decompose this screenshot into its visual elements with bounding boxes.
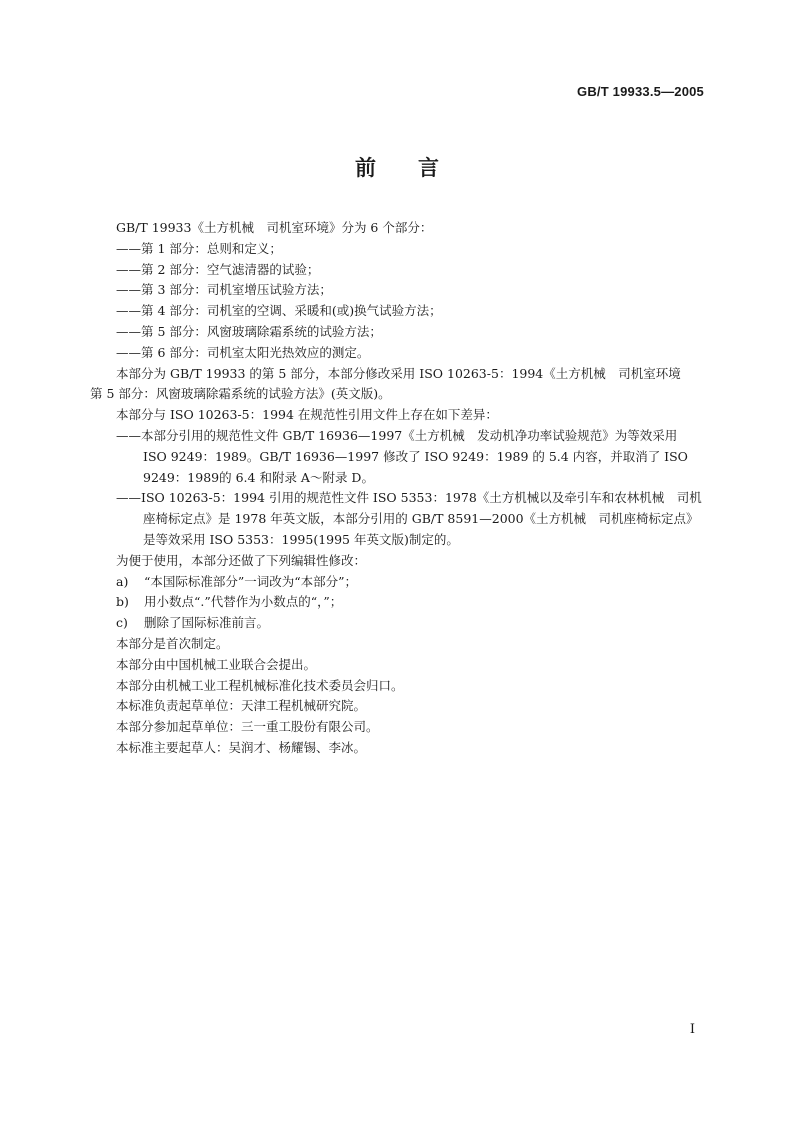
- list-marker: a): [116, 573, 129, 589]
- paragraph: 本标准主要起草人：吴润才、杨耀锡、李冰。: [116, 739, 367, 755]
- list-marker: b): [116, 594, 129, 610]
- paragraph: 本标准负责起草单位：天津工程机械研究院。: [116, 698, 367, 714]
- dash-list-item: ——第 1 部分：总则和定义；: [116, 240, 282, 256]
- list-marker: c): [116, 615, 128, 631]
- paragraph: 为便于使用，本部分还做了下列编辑性修改：: [116, 552, 367, 568]
- list-item-text: “本国际标准部分”一词改为“本部分”；: [144, 573, 358, 589]
- dash-list-item: ——ISO 10263-5：1994 引用的规范性文件 ISO 5353：1978《土方机械以及牵引车和农林机械 司机座椅标定点》是 1978 年英文版，本部分引用的 GB/T 8591—2000《土方机械 司机座椅标定点》是等效采用 ISO 5353：1995(1995 年英文版)制定的。: [116, 490, 702, 547]
- list-item: [90, 592, 704, 613]
- page-number: I: [689, 1022, 695, 1037]
- dash-list-item: ——第 4 部分：司机室的空调、采暖和(或)换气试验方法；: [116, 303, 442, 319]
- page-title: 前 言: [355, 156, 439, 180]
- paragraph: 本部分与 ISO 10263-5：1994 在规范性引用文件上存在如下差异：: [116, 407, 498, 423]
- foreword-body: [90, 218, 704, 759]
- dash-list-item: ——第 2 部分：空气滤清器的试验；: [116, 261, 320, 277]
- paragraph: 本部分为 GB/T 19933 的第 5 部分，本部分修改采用 ISO 10263-5：1994《土方机械 司机室环境 第 5 部分：风窗玻璃除霜系统的试验方法》(英文版)。: [90, 365, 694, 402]
- paragraph: 本部分由中国机械工业联合会提出。: [116, 656, 317, 672]
- list-item-text: 删除了国际标准前言。: [144, 615, 270, 631]
- dash-list-item: ——第 5 部分：风窗玻璃除霜系统的试验方法；: [116, 323, 382, 339]
- paragraph: 本部分由机械工业工程机械标准化技术委员会归口。: [116, 677, 404, 693]
- dash-list-item: ——第 6 部分：司机室太阳光热效应的测定。: [116, 344, 370, 360]
- paragraph: 本部分参加起草单位：三一重工股份有限公司。: [116, 719, 379, 735]
- list-item-text: 用小数点“.”代替作为小数点的“，”；: [144, 594, 343, 610]
- standard-number: GB/T 19933.5—2005: [577, 84, 704, 99]
- dash-list-item: ——第 3 部分：司机室增压试验方法；: [116, 282, 332, 298]
- list-item: [90, 613, 704, 634]
- dash-list-item: ——本部分引用的规范性文件 GB/T 16936—1997《土方机械 发动机净功率试验规范》为等效采用 ISO 9249：1989。GB/T 16936—1997 修改了 ISO 9249：1989 的 5.4 内容，并取消了 ISO 9249：1989的 6.4 和附录 A～附录 D。: [116, 427, 688, 485]
- list-item: [90, 572, 704, 593]
- paragraph: 本部分是首次制定。: [116, 635, 229, 651]
- paragraph: GB/T 19933《土方机械 司机室环境》分为 6 个部分：: [116, 220, 433, 235]
